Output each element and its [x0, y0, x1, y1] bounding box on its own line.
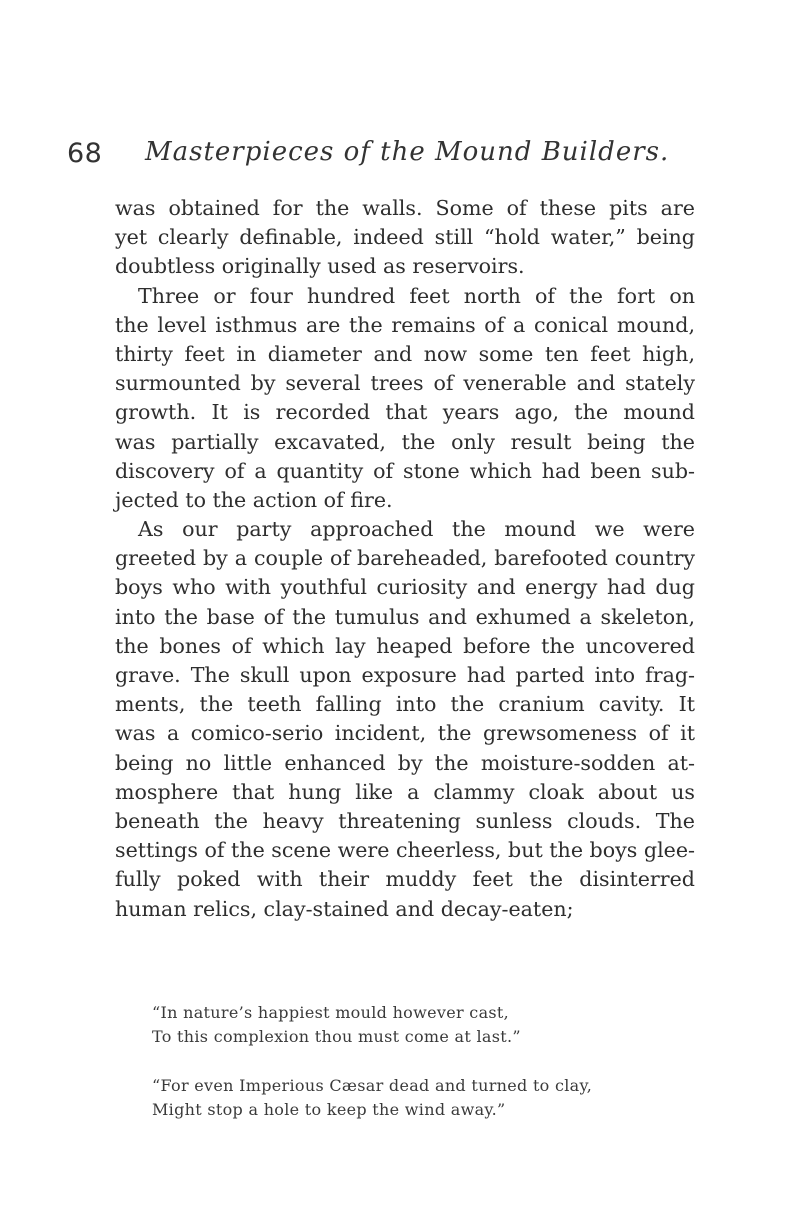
text-line: surmounted by several trees of venerable and stately — [115, 371, 695, 396]
text-line: was partially excavated, the only result being the — [115, 429, 695, 454]
verse-line: “For even Imperious Cæsar dead and turned to clay, — [152, 1076, 593, 1095]
page-number: 68 — [67, 138, 103, 169]
text-line: mosphere that hung like a clammy cloak about us — [115, 779, 695, 804]
text-line: was obtained for the walls. Some of these pits are — [115, 196, 695, 220]
text-line: thirty feet in diameter and now some ten feet high, — [115, 341, 695, 366]
book-title: Masterpieces of the Mound Builders. — [145, 137, 670, 167]
text-line: growth. It is recorded that years ago, the mound — [115, 400, 695, 425]
text-line: yet clearly definable, indeed still “hold water,” being — [115, 225, 695, 250]
body-text — [115, 194, 695, 924]
text-line: doubtless originally used as reservoirs. — [115, 254, 525, 279]
text-line: the level isthmus are the remains of a conical mound, — [115, 312, 695, 337]
text-line: beneath the heavy threatening sunless clouds. The — [115, 808, 695, 833]
text-line: human relics, clay-stained and decay-eaten; — [115, 896, 574, 921]
running-head — [67, 138, 707, 178]
text-line: Three or four hundred feet north of the fort on — [138, 283, 695, 308]
verse-block — [152, 1001, 672, 1048]
text-line: boys who with youthful curiosity and energy had dug — [115, 575, 695, 600]
text-line: As our party approached the mound we were — [138, 517, 695, 542]
text-line: greeted by a couple of bareheaded, barefooted country — [115, 546, 695, 571]
verse-line: Might stop a hole to keep the wind away.” — [152, 1099, 506, 1119]
verse-block — [152, 1074, 672, 1121]
text-line: grave. The skull upon exposure had parted into frag- — [115, 663, 695, 687]
verse-line: To this complexion thou must come at last.” — [152, 1026, 521, 1046]
verse-line: “In nature’s happiest mould however cast, — [152, 1003, 510, 1022]
text-line: the bones of which lay heaped before the uncovered — [115, 633, 695, 658]
text-line: into the base of the tumulus and exhumed a skeleton, — [115, 604, 695, 629]
text-line: ments, the teeth falling into the cranium cavity. It — [115, 692, 695, 717]
text-line: jected to the action of fire. — [115, 487, 393, 512]
text-line: was a comico-serio incident, the grewsomeness of it — [115, 721, 695, 746]
verse-quotations — [152, 1001, 672, 1147]
text-line: fully poked with their muddy feet the disinterred — [115, 867, 695, 892]
text-line: discovery of a quantity of stone which had been sub- — [115, 458, 695, 483]
text-line: being no little enhanced by the moisture-sodden at- — [115, 750, 695, 775]
text-line: settings of the scene were cheerless, but the boys glee- — [115, 838, 695, 863]
